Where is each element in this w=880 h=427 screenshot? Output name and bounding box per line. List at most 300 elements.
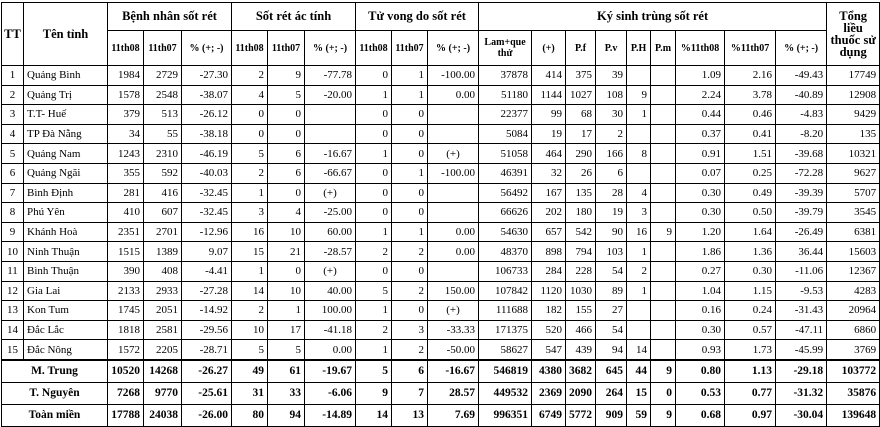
- cell-rate-pct: -39.79: [776, 203, 827, 223]
- header-severe-pct: % (+; -): [305, 31, 356, 66]
- cell-pf: 155: [566, 301, 596, 321]
- cell-severe-11th08: 49: [232, 360, 268, 383]
- cell-rate-11th07: 0.57: [725, 320, 776, 340]
- cell-deaths-11th08: 2: [356, 242, 392, 262]
- cell-pf: 1027: [566, 85, 596, 105]
- cell-deaths-pct: -100.00: [428, 66, 479, 86]
- cell-patients-11th07: 2933: [144, 281, 182, 301]
- cell-ph: 1: [627, 281, 651, 301]
- cell-rate-11th07: 1.15: [725, 281, 776, 301]
- cell-patients-pct: -29.56: [182, 320, 232, 340]
- summary-label: Toàn miền: [2, 404, 108, 426]
- cell-ph: 8: [627, 144, 651, 164]
- cell-pv: 108: [596, 85, 627, 105]
- cell-severe-11th08: 16: [232, 222, 268, 242]
- cell-lam: 56492: [479, 183, 532, 203]
- cell-pv: 166: [596, 144, 627, 164]
- header-severe-11th07: 11th07: [268, 31, 305, 66]
- cell-rate-11th08: 0.53: [676, 382, 725, 404]
- cell-province: Quảng Bình: [24, 66, 108, 86]
- cell-severe-pct: -20.00: [305, 85, 356, 105]
- cell-positive: 520: [532, 320, 566, 340]
- cell-lam: 58627: [479, 340, 532, 360]
- cell-deaths-11th08: 1: [356, 85, 392, 105]
- cell-severe-pct: -19.67: [305, 360, 356, 383]
- cell-deaths-11th08: 1: [356, 144, 392, 164]
- cell-rate-11th08: 0.27: [676, 261, 725, 281]
- cell-severe-11th07: 0: [268, 105, 305, 125]
- cell-severe-pct: -16.67: [305, 144, 356, 164]
- cell-lam: 46391: [479, 163, 532, 183]
- cell-pv: 27: [596, 301, 627, 321]
- cell-patients-11th07: 2729: [144, 66, 182, 86]
- cell-patients-pct: -32.45: [182, 203, 232, 223]
- cell-pm: [651, 320, 676, 340]
- cell-pv: 54: [596, 261, 627, 281]
- cell-patients-11th08: 281: [108, 183, 144, 203]
- header-positive: (+): [532, 31, 566, 66]
- cell-province: Ninh Thuận: [24, 242, 108, 262]
- cell-total-drugs: 4283: [827, 281, 880, 301]
- table-row: [2, 242, 880, 262]
- cell-patients-11th08: 410: [108, 203, 144, 223]
- cell-deaths-pct: (+): [428, 144, 479, 164]
- cell-rate-pct: -40.89: [776, 85, 827, 105]
- header-ph: P.H: [627, 31, 651, 66]
- header-patients-11th08: 11th08: [108, 31, 144, 66]
- cell-severe-pct: -6.06: [305, 382, 356, 404]
- cell-severe-pct: 40.00: [305, 281, 356, 301]
- cell-patients-11th07: 2701: [144, 222, 182, 242]
- cell-patients-pct: -46.19: [182, 144, 232, 164]
- header-rate-pct: % (+; -): [776, 31, 827, 66]
- cell-positive: 464: [532, 144, 566, 164]
- cell-deaths-pct: [428, 203, 479, 223]
- table-row: [2, 183, 880, 203]
- cell-patients-pct: -27.28: [182, 281, 232, 301]
- cell-patients-11th07: 55: [144, 124, 182, 144]
- cell-patients-11th07: 2205: [144, 340, 182, 360]
- cell-pm: [651, 242, 676, 262]
- cell-severe-11th08: 1: [232, 183, 268, 203]
- cell-rate-11th08: 0.91: [676, 144, 725, 164]
- table-row: [2, 85, 880, 105]
- header-lam: Lam+que thử: [479, 31, 532, 66]
- cell-severe-pct: (+): [305, 183, 356, 203]
- header-pm: P.m: [651, 31, 676, 66]
- cell-rate-11th07: 1.73: [725, 340, 776, 360]
- header-severe-11th08: 11th08: [232, 31, 268, 66]
- cell-province: TP Đà Nẵng: [24, 124, 108, 144]
- cell-province: Đắc Lắc: [24, 320, 108, 340]
- header-patients-group: Bệnh nhân sốt rét: [108, 3, 232, 31]
- cell-severe-11th07: 0: [268, 183, 305, 203]
- header-rate-11th07: %11th07: [725, 31, 776, 66]
- table-row: [2, 222, 880, 242]
- cell-deaths-11th08: 0: [356, 183, 392, 203]
- cell-pf: 2090: [566, 382, 596, 404]
- cell-ph: 2: [627, 261, 651, 281]
- cell-deaths-11th08: 1: [356, 301, 392, 321]
- header-tt: TT: [2, 3, 24, 66]
- cell-severe-11th07: 94: [268, 404, 305, 426]
- table-row: [2, 340, 880, 360]
- cell-total-drugs: 15603: [827, 242, 880, 262]
- cell-severe-11th07: 0: [268, 124, 305, 144]
- cell-pv: 90: [596, 222, 627, 242]
- cell-rate-11th07: 0.46: [725, 105, 776, 125]
- cell-rate-pct: -4.83: [776, 105, 827, 125]
- cell-lam: 107842: [479, 281, 532, 301]
- cell-pf: 375: [566, 66, 596, 86]
- table-row: [2, 163, 880, 183]
- cell-pv: 6: [596, 163, 627, 183]
- cell-province: Phú Yên: [24, 203, 108, 223]
- cell-pm: [651, 183, 676, 203]
- cell-severe-pct: 100.00: [305, 301, 356, 321]
- cell-pf: 542: [566, 222, 596, 242]
- cell-deaths-11th07: 0: [392, 124, 428, 144]
- cell-patients-pct: -4.41: [182, 261, 232, 281]
- table-header: [2, 3, 880, 66]
- cell-positive: 19: [532, 124, 566, 144]
- cell-total-drugs: 6860: [827, 320, 880, 340]
- cell-severe-11th08: 1: [232, 261, 268, 281]
- cell-patients-11th08: 10520: [108, 360, 144, 383]
- cell-patients-pct: 9.07: [182, 242, 232, 262]
- cell-pm: [651, 261, 676, 281]
- table-row: [2, 301, 880, 321]
- cell-rate-pct: -11.06: [776, 261, 827, 281]
- cell-patients-11th07: 14268: [144, 360, 182, 383]
- cell-rate-pct: -31.32: [776, 382, 827, 404]
- cell-patients-pct: -26.27: [182, 360, 232, 383]
- summary-row: [2, 360, 880, 383]
- cell-pv: 89: [596, 281, 627, 301]
- cell-rate-11th07: 2.16: [725, 66, 776, 86]
- cell-deaths-pct: -50.00: [428, 340, 479, 360]
- cell-deaths-11th07: 0: [392, 261, 428, 281]
- cell-severe-pct: 60.00: [305, 222, 356, 242]
- cell-deaths-pct: -16.67: [428, 360, 479, 383]
- cell-positive: 4380: [532, 360, 566, 383]
- cell-deaths-11th07: 0: [392, 105, 428, 125]
- header-deaths-11th08: 11th08: [356, 31, 392, 66]
- cell-patients-11th07: 2310: [144, 144, 182, 164]
- cell-rate-pct: -29.18: [776, 360, 827, 383]
- header-deaths-group: Tử vong do sốt rét: [356, 3, 479, 31]
- cell-pm: [651, 163, 676, 183]
- cell-pm: [651, 203, 676, 223]
- cell-patients-pct: -27.30: [182, 66, 232, 86]
- cell-positive: 284: [532, 261, 566, 281]
- cell-ph: [627, 124, 651, 144]
- cell-pm: [651, 124, 676, 144]
- cell-rate-11th07: 0.30: [725, 261, 776, 281]
- cell-deaths-pct: 28.57: [428, 382, 479, 404]
- cell-severe-11th07: 9: [268, 66, 305, 86]
- cell-rate-11th08: 1.86: [676, 242, 725, 262]
- cell-pm: [651, 340, 676, 360]
- cell-province: Bình Thuận: [24, 261, 108, 281]
- cell-province: Quảng Nam: [24, 144, 108, 164]
- cell-severe-11th07: 21: [268, 242, 305, 262]
- cell-total-drugs: 35876: [827, 382, 880, 404]
- cell-rate-11th07: 0.24: [725, 301, 776, 321]
- cell-pf: 3682: [566, 360, 596, 383]
- cell-province: Khánh Hoà: [24, 222, 108, 242]
- cell-rate-11th08: 1.09: [676, 66, 725, 86]
- cell-rate-11th08: 0.30: [676, 183, 725, 203]
- cell-lam: 51180: [479, 85, 532, 105]
- cell-severe-11th07: 0: [268, 261, 305, 281]
- cell-lam: 22377: [479, 105, 532, 125]
- cell-tt: 12: [2, 281, 24, 301]
- cell-severe-11th07: 10: [268, 281, 305, 301]
- cell-rate-pct: -8.20: [776, 124, 827, 144]
- cell-total-drugs: 139648: [827, 404, 880, 426]
- cell-rate-11th08: 0.44: [676, 105, 725, 125]
- cell-rate-pct: -26.49: [776, 222, 827, 242]
- cell-lam: 111688: [479, 301, 532, 321]
- cell-rate-11th08: 0.37: [676, 124, 725, 144]
- cell-severe-11th08: 5: [232, 340, 268, 360]
- cell-severe-pct: [305, 105, 356, 125]
- cell-pm: [651, 66, 676, 86]
- cell-ph: [627, 301, 651, 321]
- cell-patients-pct: -38.18: [182, 124, 232, 144]
- cell-severe-11th08: 3: [232, 203, 268, 223]
- cell-patients-11th08: 2351: [108, 222, 144, 242]
- cell-tt: 6: [2, 163, 24, 183]
- cell-deaths-11th07: 1: [392, 85, 428, 105]
- cell-pf: 466: [566, 320, 596, 340]
- cell-severe-11th08: 80: [232, 404, 268, 426]
- cell-lam: 5084: [479, 124, 532, 144]
- cell-severe-pct: 0.00: [305, 340, 356, 360]
- cell-rate-pct: 36.44: [776, 242, 827, 262]
- cell-patients-pct: -25.61: [182, 382, 232, 404]
- cell-positive: 182: [532, 301, 566, 321]
- cell-rate-pct: -39.68: [776, 144, 827, 164]
- cell-tt: 3: [2, 105, 24, 125]
- cell-patients-11th08: 379: [108, 105, 144, 125]
- cell-ph: 4: [627, 183, 651, 203]
- cell-pv: 2: [596, 124, 627, 144]
- cell-severe-11th08: 2: [232, 163, 268, 183]
- cell-rate-pct: -49.43: [776, 66, 827, 86]
- cell-deaths-11th07: 13: [392, 404, 428, 426]
- cell-severe-pct: -77.78: [305, 66, 356, 86]
- cell-severe-11th08: 15: [232, 242, 268, 262]
- cell-ph: 3: [627, 203, 651, 223]
- cell-deaths-11th08: 9: [356, 382, 392, 404]
- cell-province: T.T- Huế: [24, 105, 108, 125]
- cell-pm: 0: [651, 382, 676, 404]
- cell-severe-11th08: 0: [232, 105, 268, 125]
- cell-pf: 228: [566, 261, 596, 281]
- cell-rate-11th08: 0.93: [676, 340, 725, 360]
- header-severe-group: Sốt rét ác tính: [232, 3, 356, 31]
- cell-rate-11th08: 0.30: [676, 203, 725, 223]
- cell-severe-pct: [305, 124, 356, 144]
- cell-total-drugs: 20964: [827, 301, 880, 321]
- cell-deaths-11th07: 6: [392, 360, 428, 383]
- cell-pv: 39: [596, 66, 627, 86]
- cell-ph: 15: [627, 382, 651, 404]
- cell-deaths-pct: -33.33: [428, 320, 479, 340]
- cell-total-drugs: 12908: [827, 85, 880, 105]
- cell-rate-11th08: 1.04: [676, 281, 725, 301]
- header-deaths-11th07: 11th07: [392, 31, 428, 66]
- cell-tt: 9: [2, 222, 24, 242]
- cell-province: Quảng Trị: [24, 85, 108, 105]
- cell-patients-11th08: 1745: [108, 301, 144, 321]
- cell-deaths-11th08: 0: [356, 261, 392, 281]
- cell-deaths-pct: 0.00: [428, 242, 479, 262]
- cell-deaths-11th08: 0: [356, 203, 392, 223]
- cell-patients-11th08: 1578: [108, 85, 144, 105]
- cell-province: Bình Định: [24, 183, 108, 203]
- cell-deaths-pct: 0.00: [428, 222, 479, 242]
- cell-deaths-11th08: 0: [356, 163, 392, 183]
- table-row: [2, 261, 880, 281]
- cell-rate-pct: -45.99: [776, 340, 827, 360]
- cell-patients-11th07: 2581: [144, 320, 182, 340]
- cell-tt: 13: [2, 301, 24, 321]
- cell-patients-11th07: 416: [144, 183, 182, 203]
- cell-positive: 202: [532, 203, 566, 223]
- header-patients-11th07: 11th07: [144, 31, 182, 66]
- cell-tt: 11: [2, 261, 24, 281]
- cell-positive: 1144: [532, 85, 566, 105]
- cell-deaths-11th07: 3: [392, 320, 428, 340]
- cell-deaths-11th08: 0: [356, 66, 392, 86]
- cell-deaths-11th07: 7: [392, 382, 428, 404]
- cell-deaths-11th07: 1: [392, 66, 428, 86]
- cell-pm: [651, 301, 676, 321]
- cell-ph: 16: [627, 222, 651, 242]
- cell-severe-pct: -14.89: [305, 404, 356, 426]
- cell-pv: 103: [596, 242, 627, 262]
- cell-deaths-11th07: 2: [392, 242, 428, 262]
- cell-pm: [651, 85, 676, 105]
- cell-deaths-11th08: 2: [356, 320, 392, 340]
- cell-patients-11th08: 34: [108, 124, 144, 144]
- cell-severe-11th07: 17: [268, 320, 305, 340]
- cell-rate-11th07: 0.97: [725, 404, 776, 426]
- cell-severe-11th07: 4: [268, 203, 305, 223]
- cell-ph: [627, 163, 651, 183]
- cell-patients-11th08: 1572: [108, 340, 144, 360]
- cell-deaths-11th07: 0: [392, 144, 428, 164]
- summary-label: T. Nguyên: [2, 382, 108, 404]
- header-province: Tên tỉnh: [24, 3, 108, 66]
- cell-severe-11th08: 31: [232, 382, 268, 404]
- cell-deaths-11th08: 1: [356, 222, 392, 242]
- cell-rate-11th08: 0.68: [676, 404, 725, 426]
- cell-patients-11th08: 1818: [108, 320, 144, 340]
- cell-lam: 546819: [479, 360, 532, 383]
- cell-positive: 898: [532, 242, 566, 262]
- table-row: [2, 320, 880, 340]
- cell-patients-11th07: 513: [144, 105, 182, 125]
- cell-deaths-11th08: 1: [356, 340, 392, 360]
- cell-total-drugs: 6381: [827, 222, 880, 242]
- cell-pf: 1030: [566, 281, 596, 301]
- cell-deaths-11th07: 0: [392, 301, 428, 321]
- cell-rate-11th07: 0.41: [725, 124, 776, 144]
- cell-ph: 44: [627, 360, 651, 383]
- cell-patients-11th08: 1984: [108, 66, 144, 86]
- cell-patients-11th07: 607: [144, 203, 182, 223]
- cell-deaths-11th08: 0: [356, 124, 392, 144]
- cell-positive: 547: [532, 340, 566, 360]
- cell-positive: 2369: [532, 382, 566, 404]
- cell-pf: 26: [566, 163, 596, 183]
- cell-province: Gia Lai: [24, 281, 108, 301]
- cell-rate-11th07: 1.51: [725, 144, 776, 164]
- cell-rate-11th07: 0.50: [725, 203, 776, 223]
- header-rate-11th08: %11th08: [676, 31, 725, 66]
- cell-positive: 6749: [532, 404, 566, 426]
- cell-province: Đắc Nông: [24, 340, 108, 360]
- cell-patients-11th07: 408: [144, 261, 182, 281]
- cell-ph: 14: [627, 340, 651, 360]
- cell-patients-pct: -12.96: [182, 222, 232, 242]
- malaria-statistics-table: [1, 2, 880, 427]
- cell-patients-pct: -40.03: [182, 163, 232, 183]
- cell-ph: [627, 320, 651, 340]
- cell-positive: 167: [532, 183, 566, 203]
- cell-patients-11th07: 2548: [144, 85, 182, 105]
- cell-deaths-pct: [428, 183, 479, 203]
- cell-lam: 106733: [479, 261, 532, 281]
- cell-pv: 19: [596, 203, 627, 223]
- cell-pv: 28: [596, 183, 627, 203]
- cell-rate-11th08: 0.80: [676, 360, 725, 383]
- cell-lam: 37878: [479, 66, 532, 86]
- cell-patients-11th07: 9770: [144, 382, 182, 404]
- table-row: [2, 281, 880, 301]
- cell-pf: 180: [566, 203, 596, 223]
- cell-deaths-11th07: 2: [392, 340, 428, 360]
- header-total-drugs: Tổng liều thuốc sử dụng: [827, 3, 880, 66]
- cell-rate-11th07: 0.49: [725, 183, 776, 203]
- header-parasite-group: Ký sinh trùng sốt rét: [479, 3, 827, 31]
- cell-total-drugs: 17749: [827, 66, 880, 86]
- cell-deaths-11th07: 2: [392, 281, 428, 301]
- cell-severe-11th08: 2: [232, 66, 268, 86]
- cell-positive: 657: [532, 222, 566, 242]
- cell-rate-11th08: 0.07: [676, 163, 725, 183]
- header-pf: P.f: [566, 31, 596, 66]
- cell-severe-pct: -28.57: [305, 242, 356, 262]
- cell-rate-11th08: 0.16: [676, 301, 725, 321]
- cell-positive: 1120: [532, 281, 566, 301]
- cell-lam: 51058: [479, 144, 532, 164]
- cell-rate-11th07: 3.78: [725, 85, 776, 105]
- table-row: [2, 124, 880, 144]
- cell-patients-pct: -26.00: [182, 404, 232, 426]
- cell-severe-11th08: 5: [232, 144, 268, 164]
- cell-patients-pct: -28.71: [182, 340, 232, 360]
- cell-rate-11th07: 0.77: [725, 382, 776, 404]
- summary-row: [2, 404, 880, 426]
- cell-severe-11th07: 6: [268, 163, 305, 183]
- cell-pm: [651, 281, 676, 301]
- cell-rate-11th07: 0.25: [725, 163, 776, 183]
